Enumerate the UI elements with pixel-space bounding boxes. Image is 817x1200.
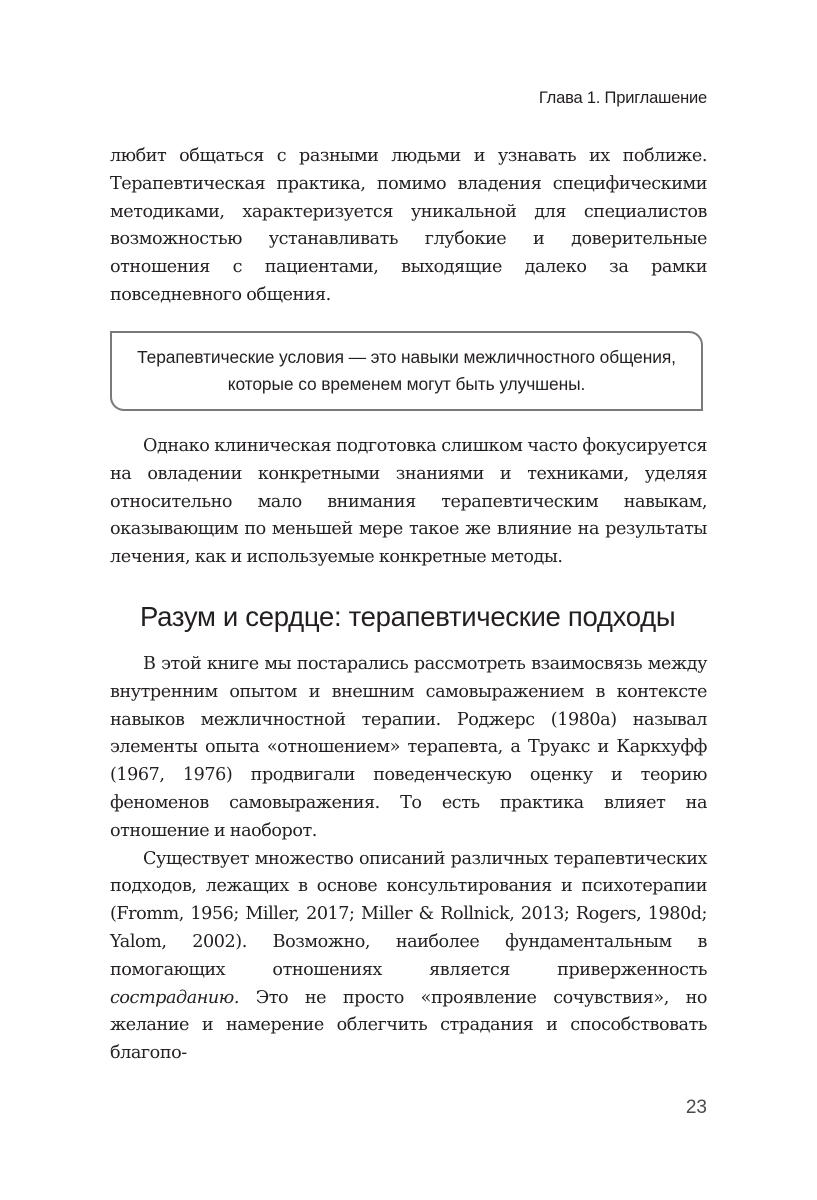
page-number: 23 <box>685 1097 707 1118</box>
paragraph-text: Это не просто «проявление сочувствия», но желание и намерение облегчить страдания и способствовать благопо- <box>110 987 707 1064</box>
paragraph: Однако клиническая подготовка слишком часто фокусируется на овладении конкретными знаниями и техниками, уделяя относительно мало внимания терапевтическим навыкам, оказывающим по меньшей мере такое же влияние на результаты лечения, как и используемые конкретные методы. <box>110 436 707 568</box>
paragraph-block-2 <box>110 433 707 572</box>
paragraph: любит общаться с разными людьми и узнавать их поближе. Терапевтическая практика, помимо владения специфическими методиками, характеризуется уникальной для специалистов возможностью устанавливать глубокие и доверительные отношения с пациентами, выходящие далеко за рамки повседневного общения. <box>110 146 707 305</box>
paragraph-block-3 <box>110 651 707 1068</box>
paragraph-text: Существует множество описаний различных терапевтических подходов, лежащих в основе консультирования и психотерапии (Fromm, 1956; Miller, 2017; Miller & Rollnick, 2013; Rogers, 1980d; Yalom, 2002). Возможно, наиболее фундаментальным в помогающих отношениях является приверженность <box>110 848 707 980</box>
section-heading: Разум и сердце: терапевтические подходы <box>140 601 676 632</box>
paragraph-block-1 <box>110 143 707 310</box>
running-head: Глава 1. Приглашение <box>538 89 707 107</box>
paragraph: В этой книге мы постарались рассмотреть взаимосвязь между внутренним опытом и внешним самовыражением в контексте навыков межличностной терапии. Роджерс (1980а) называл элементы опыта «отношением» терапевта, а Труакс и Каркхуфф (1967, 1976) продвигали поведенческую оценку и теорию феноменов самовыражения. То есть практика влияет на отношение и наоборот. <box>110 654 707 841</box>
italic-term: состраданию. <box>110 987 239 1008</box>
paragraph <box>110 846 707 1068</box>
callout-text: Терапевтические условия — это навыки межличностного общения, которые со временем могут быть улучшены. <box>137 347 676 394</box>
callout-box <box>110 331 703 411</box>
